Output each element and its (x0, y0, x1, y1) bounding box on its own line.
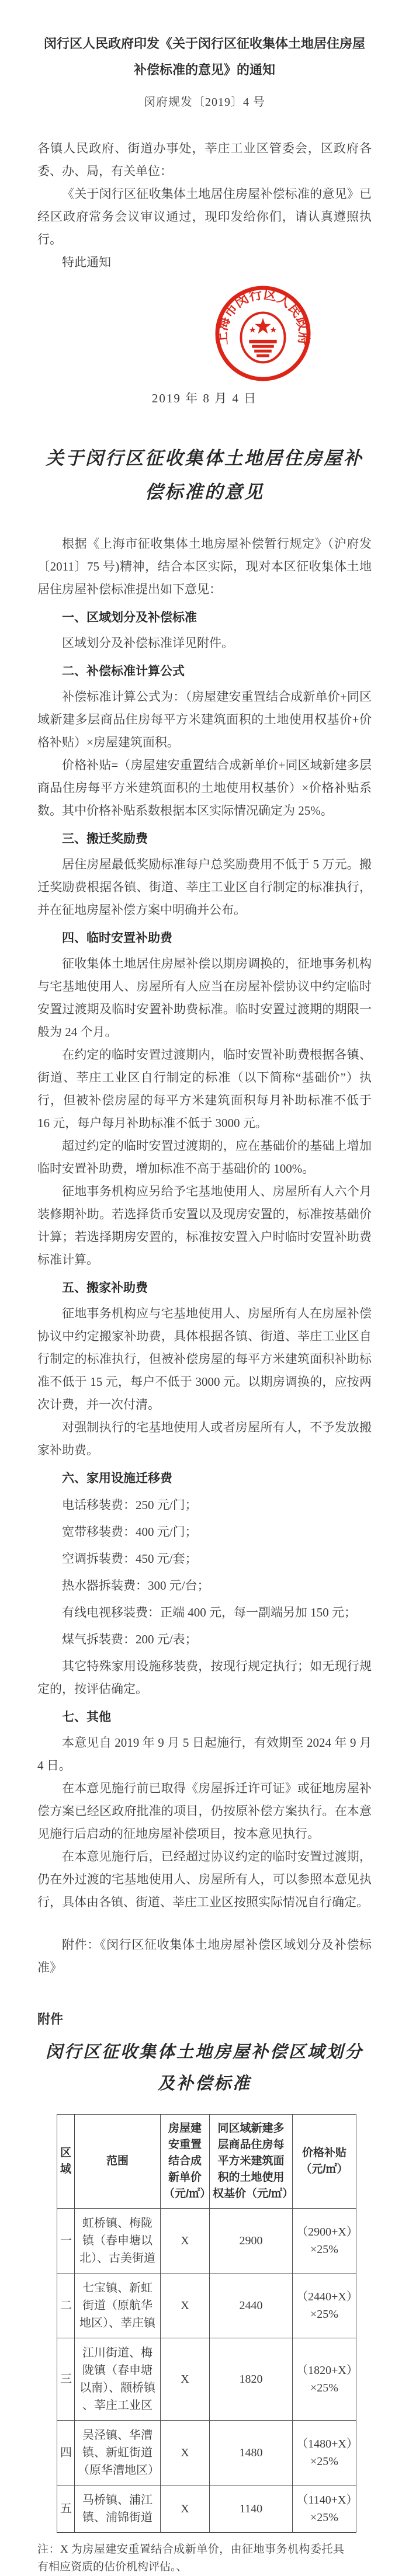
col-header-region: 区域 (57, 2115, 75, 2209)
cell-unit: X (161, 2421, 210, 2485)
fee-item: 热水器拆装费：300 元/台； (62, 1579, 210, 1593)
cell-subsidy: （1820+X）×25% (293, 2338, 356, 2421)
cell-region: 五 (57, 2485, 75, 2533)
cell-subsidy: （2900+X）×25% (293, 2209, 356, 2273)
paragraph: 在本意见施行前已取得《房屋拆迁许可证》或征地房屋补偿方案已经区政府批准的项目，仍按原补偿方案执行。在本意见施行后启动的征地房屋补偿项目，按本意见执行。 (37, 1781, 372, 1841)
attachment-label: 附件 (37, 2012, 64, 2026)
cell-base: 2440 (210, 2273, 293, 2338)
section-heading-1: 一、区域划分及补偿标准 (62, 611, 197, 624)
col-header-base: 同区域新建多层商品住房每平方米建筑面积的土地使用权基价（元/㎡） (210, 2115, 293, 2209)
col-header-subsidy: 价格补贴（元/㎡） (293, 2115, 356, 2209)
paragraph: 超过约定的临时安置过渡期的，应在基础价的基础上增加临时安置补助费，增加标准不高于基础价的 100%。 (37, 1139, 372, 1176)
cell-range: 马桥镇、浦江镇、浦锦街道 (75, 2485, 161, 2533)
cell-base: 1820 (210, 2338, 293, 2421)
compensation-table (57, 2114, 356, 2533)
attachment-title: 闵行区征收集体土地房屋补偿区域划分及补偿标准 (45, 2042, 363, 2093)
cell-subsidy: （1140+X）×25% (293, 2485, 356, 2533)
paragraph: 征地事务机构应与宅基地使用人、房屋所有人在房屋补偿协议中约定搬家补助费，具体根据各镇、街道、莘庄工业区自行制定的标准执行，但被补偿房屋的每平方米建筑面积补助标准不低于 15 元，每户不低于 3000 元。以期房调换的，应按两次计费，并一次付清。 (37, 1306, 372, 1412)
fee-item: 电话移装费：250 元/门； (62, 1498, 197, 1512)
cell-unit: X (161, 2273, 210, 2338)
cell-range: 七宝镇、新虹街道（原航华地区）、莘庄镇 (75, 2273, 161, 2338)
closing-line: 特此通知 (62, 255, 111, 269)
salutation: 各镇人民政府、街道办事处，莘庄工业区管委会，区政府各委、办、局，有关单位： (37, 141, 372, 178)
cell-subsidy: （2440+X）×25% (293, 2273, 356, 2338)
svg-text:上海市闵行区人民政府: 上海市闵行区人民政府 (214, 286, 312, 346)
cell-range: 江川街道、梅陇镇（春申塘以南）、颛桥镇 、莘庄工业区 (75, 2338, 161, 2421)
cell-unit: X (161, 2338, 210, 2421)
section-heading-7: 七、其他 (62, 1711, 111, 1724)
col-header-unit: 房屋建安重置结合成新单价（元/㎡） (161, 2115, 210, 2209)
cell-range: 虹桥镇、梅陇镇（春申塘以北）、古美街道 (75, 2209, 161, 2273)
paragraph: 居住房屋最低奖励标准每户总奖励费用不低于 5 万元。搬迁奖励费根据各镇、街道、莘庄工业区自行制定的标准执行，并在征地房屋补偿方案中明确并公布。 (37, 857, 372, 917)
table-row (57, 2338, 356, 2421)
paragraph: 区域划分及补偿标准详见附件。 (62, 636, 234, 650)
paragraph: 价格补贴=（房屋建安重置结合成新单价+同区域新建多层商品住房每平方米建筑面积的土地使用权基价）×价格补贴系数。其中价格补贴系数根据本区实际情况确定为 25%。 (37, 758, 372, 818)
intro-paragraph: 《关于闵行区征收集体土地居住房屋补偿标准的意见》已经区政府常务会议审议通过，现印发给你们，请认真遵照执行。 (37, 187, 372, 246)
paragraph: 根据《上海市征收集体土地房屋补偿暂行规定》（沪府发〔2011〕75 号)精神，结合本区实际，现对本区征收集体土地居住房屋补偿标准提出如下意见： (37, 537, 372, 596)
cell-unit: X (161, 2485, 210, 2533)
table-row (57, 2209, 356, 2273)
paragraph: 在本意见施行后，已经超过协议约定的临时安置过渡期，仍在外过渡的宅基地使用人、房屋所有人，可以参照本意见执行，具体由各镇、街道、莘庄工业区按照实际情况自行确定。 (37, 1850, 372, 1909)
fee-item: 有线电视移装费：正端 400 元，每一副端另加 150 元； (62, 1605, 356, 1619)
paragraph: 其它特殊家用设施移装费，按现行规定执行；如无现行规定的，按评估确定。 (37, 1659, 372, 1696)
table-header-row (57, 2115, 356, 2209)
opinion-title: 关于闵行区征收集体土地居住房屋补偿标准的意见 (46, 448, 363, 503)
government-seal-icon (214, 284, 312, 383)
paragraph: 在约定的临时安置过渡期内，临时安置补助费根据各镇、街道、莘庄工业区自行制定的标准（以下简称“基础价”）执行，但被补偿房屋的每平方米建筑面积每月补助标准不低于 16 元，每户每月补助标准不低于 3000 元。 (37, 1048, 372, 1130)
fee-item: 煤气拆装费：200 元/表； (62, 1632, 197, 1646)
seal-area (37, 279, 372, 410)
notice-title: 闵行区人民政府印发《关于闵行区征收集体土地居住房屋补偿标准的意见》的通知 (43, 36, 365, 77)
section-heading-5: 五、搬家补助费 (62, 1281, 148, 1295)
doc-number: 闵府规发〔2019〕4 号 (144, 96, 265, 109)
paragraph: 征地事务机构应另给予宅基地使用人、房屋所有人六个月装修期补助。若选择货币安置以及现房安置的，标准按基础价计算；若选择期房安置的，标准按安置入户时临时安置补助费标准计算。 (37, 1184, 372, 1267)
cell-subsidy: （1480+X）×25% (293, 2421, 356, 2485)
spacer (37, 509, 372, 533)
paragraph: 对强制执行的宅基地使用人或者房屋所有人，不予发放搬家补助费。 (37, 1420, 372, 1457)
table-row (57, 2485, 356, 2533)
col-header-range: 范围 (75, 2115, 161, 2209)
issue-date: 2019 年 8 月 4 日 (151, 391, 258, 405)
cell-unit: X (161, 2209, 210, 2273)
fee-item: 空调拆装费：450 元/套； (62, 1552, 197, 1566)
cell-base: 1140 (210, 2485, 293, 2533)
paragraph: 本意见自 2019 年 9 月 5 日起施行，有效期至 2024 年 9 月 4 日。 (37, 1736, 372, 1772)
attachment-reference: 附件：《闵行区征收集体土地房屋补偿区域划分及补偿标准》 (37, 1938, 372, 1974)
section-heading-3: 三、搬迁奖励费 (62, 832, 148, 846)
cell-base: 2900 (210, 2209, 293, 2273)
notice-preamble (37, 137, 372, 274)
paragraph: 征收集体土地居住房屋补偿以期房调换的，征地事务机构与宅基地使用人、房屋所有人应当在房屋补偿协议中约定临时安置过渡期及临时安置补助费标准。临时安置过渡期的期限一般为 24 个月。 (37, 957, 372, 1039)
table-row (57, 2421, 356, 2485)
cell-range: 吴泾镇、华漕镇、新虹街道（原华漕地区） (75, 2421, 161, 2485)
cell-base: 1480 (210, 2421, 293, 2485)
cell-region: 四 (57, 2421, 75, 2485)
table-note: 注：X 为房屋建安重置结合成新单价，由征地事务机构委托具有相应资质的估价机构评估。、 (37, 2543, 344, 2573)
section-heading-4: 四、临时安置补助费 (62, 931, 172, 945)
cell-region: 三 (57, 2338, 75, 2421)
opinion-body (37, 533, 372, 1979)
table-row (57, 2273, 356, 2338)
fee-item: 宽带移装费：400 元/门； (62, 1525, 197, 1539)
paragraph: 补偿标准计算公式为：（房屋建安重置结合成新单价+同区域新建多层商品住房每平方米建筑面积的土地使用权基价+价格补贴）×房屋建筑面积。 (37, 690, 372, 749)
cell-region: 二 (57, 2273, 75, 2338)
section-heading-2: 二、补偿标准计算公式 (62, 665, 185, 678)
section-heading-6: 六、家用设施迁移费 (62, 1472, 172, 1485)
cell-region: 一 (57, 2209, 75, 2273)
